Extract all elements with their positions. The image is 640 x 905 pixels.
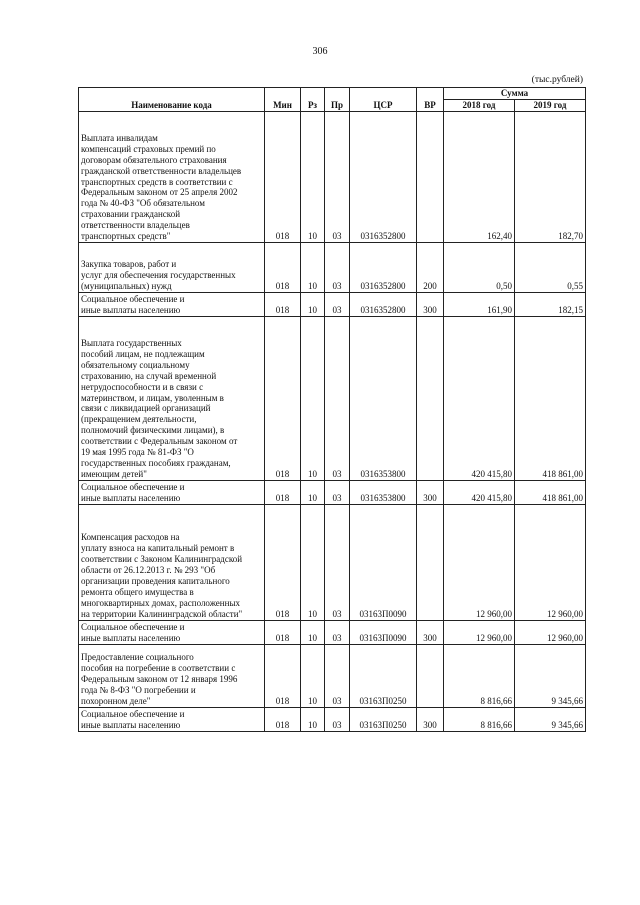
row-vr: 300 xyxy=(417,620,444,644)
table-row xyxy=(79,243,586,293)
row-csr: 0316352800 xyxy=(350,293,417,317)
row-csr: 0316352800 xyxy=(350,243,417,293)
row-pr: 03 xyxy=(325,504,350,620)
row-rz: 10 xyxy=(301,644,325,707)
row-vr: 300 xyxy=(417,707,444,731)
header-sum: Сумма xyxy=(444,88,586,100)
row-min: 018 xyxy=(265,644,301,707)
row-vr xyxy=(417,644,444,707)
row-name: Социальное обеспечение и иные выплаты населению xyxy=(79,620,265,644)
row-2018: 162,40 xyxy=(444,112,515,243)
row-name: Социальное обеспечение и иные выплаты населению xyxy=(79,293,265,317)
row-rz: 10 xyxy=(301,316,325,480)
row-csr: 03163П0090 xyxy=(350,620,417,644)
table-row xyxy=(79,293,586,317)
row-2019: 418 861,00 xyxy=(515,316,586,480)
row-csr: 03163П0250 xyxy=(350,644,417,707)
row-csr: 0316352800 xyxy=(350,112,417,243)
header-vr: ВР xyxy=(417,88,444,112)
row-vr xyxy=(417,504,444,620)
row-name: Предоставление социального пособия на погребение в соответствии с Федеральным законом от 12 января 1996 года № 8-ФЗ "О погребении и похоронном деле" xyxy=(79,644,265,707)
row-csr: 03163П0250 xyxy=(350,707,417,731)
row-name: Выплата инвалидам компенсаций страховых премий по договорам обязательного страхования гражданской ответственности владельцев транспортных средств в соответствии с Федеральным законом от 25 апреля 2002 года № 40-ФЗ "Об обязательном страховании гражданской ответственности владельцев транспортных средств" xyxy=(79,112,265,243)
row-2018: 8 816,66 xyxy=(444,707,515,731)
row-2018: 420 415,80 xyxy=(444,480,515,504)
row-rz: 10 xyxy=(301,293,325,317)
row-2018: 0,50 xyxy=(444,243,515,293)
header-min: Мин xyxy=(265,88,301,112)
row-name: Закупка товаров, работ и услуг для обеспечения государственных (муниципальных) нужд xyxy=(79,243,265,293)
row-min: 018 xyxy=(265,293,301,317)
table-row xyxy=(79,644,586,707)
row-min: 018 xyxy=(265,243,301,293)
row-pr: 03 xyxy=(325,620,350,644)
row-2019: 9 345,66 xyxy=(515,644,586,707)
row-pr: 03 xyxy=(325,316,350,480)
budget-table xyxy=(78,87,586,732)
row-name: Социальное обеспечение и иные выплаты населению xyxy=(79,707,265,731)
row-rz: 10 xyxy=(301,112,325,243)
table-row xyxy=(79,504,586,620)
row-2019: 418 861,00 xyxy=(515,480,586,504)
row-pr: 03 xyxy=(325,293,350,317)
row-csr: 0316353800 xyxy=(350,316,417,480)
row-min: 018 xyxy=(265,316,301,480)
row-pr: 03 xyxy=(325,112,350,243)
row-min: 018 xyxy=(265,480,301,504)
row-2018: 8 816,66 xyxy=(444,644,515,707)
header-2019: 2019 год xyxy=(515,100,586,112)
row-rz: 10 xyxy=(301,480,325,504)
page-number: 306 xyxy=(312,46,328,57)
row-min: 018 xyxy=(265,707,301,731)
row-rz: 10 xyxy=(301,620,325,644)
header-rz: Рз xyxy=(301,88,325,112)
row-min: 018 xyxy=(265,620,301,644)
row-rz: 10 xyxy=(301,504,325,620)
row-2019: 9 345,66 xyxy=(515,707,586,731)
row-min: 018 xyxy=(265,504,301,620)
table-row xyxy=(79,316,586,480)
row-pr: 03 xyxy=(325,243,350,293)
row-rz: 10 xyxy=(301,243,325,293)
row-vr: 300 xyxy=(417,480,444,504)
row-csr: 03163П0090 xyxy=(350,504,417,620)
row-2019: 12 960,00 xyxy=(515,620,586,644)
row-min: 018 xyxy=(265,112,301,243)
row-vr: 200 xyxy=(417,243,444,293)
row-name: Компенсация расходов на уплату взноса на капитальный ремонт в соответствии с Законом Калининградской области от 26.12.2013 г. № 293 "Об организации проведения капитального ремонта общего имущества в многоквартирных домах, расположенных на территории Калининградской области" xyxy=(79,504,265,620)
header-csr: ЦСР xyxy=(350,88,417,112)
row-vr xyxy=(417,112,444,243)
table-row xyxy=(79,112,586,243)
row-2019: 12 960,00 xyxy=(515,504,586,620)
row-name: Социальное обеспечение и иные выплаты населению xyxy=(79,480,265,504)
table-row xyxy=(79,620,586,644)
row-2019: 182,15 xyxy=(515,293,586,317)
row-2019: 0,55 xyxy=(515,243,586,293)
header-pr: Пр xyxy=(325,88,350,112)
row-pr: 03 xyxy=(325,707,350,731)
row-pr: 03 xyxy=(325,480,350,504)
table-row xyxy=(79,480,586,504)
units-label: (тыс.рублей) xyxy=(531,75,583,85)
row-2018: 12 960,00 xyxy=(444,504,515,620)
table-body xyxy=(79,112,586,732)
header-name: Наименование кода xyxy=(79,88,265,112)
header-row-top xyxy=(79,88,586,100)
header-2018: 2018 год xyxy=(444,100,515,112)
row-2018: 161,90 xyxy=(444,293,515,317)
row-rz: 10 xyxy=(301,707,325,731)
table-row xyxy=(79,707,586,731)
row-2018: 12 960,00 xyxy=(444,620,515,644)
row-csr: 0316353800 xyxy=(350,480,417,504)
row-vr: 300 xyxy=(417,293,444,317)
row-2019: 182,70 xyxy=(515,112,586,243)
row-pr: 03 xyxy=(325,644,350,707)
row-vr xyxy=(417,316,444,480)
row-name: Выплата государственных пособий лицам, не подлежащим обязательному социальному страхованию, на случай временной нетрудоспособности и в связи с материнством, и лицам, уволенным в связи с ликвидацией организаций (прекращением деятельности, полномочий физическими лицами), в соответствии с Федеральным законом от 19 мая 1995 года № 81-ФЗ "О государственных пособиях гражданам, имеющим детей" xyxy=(79,316,265,480)
row-2018: 420 415,80 xyxy=(444,316,515,480)
